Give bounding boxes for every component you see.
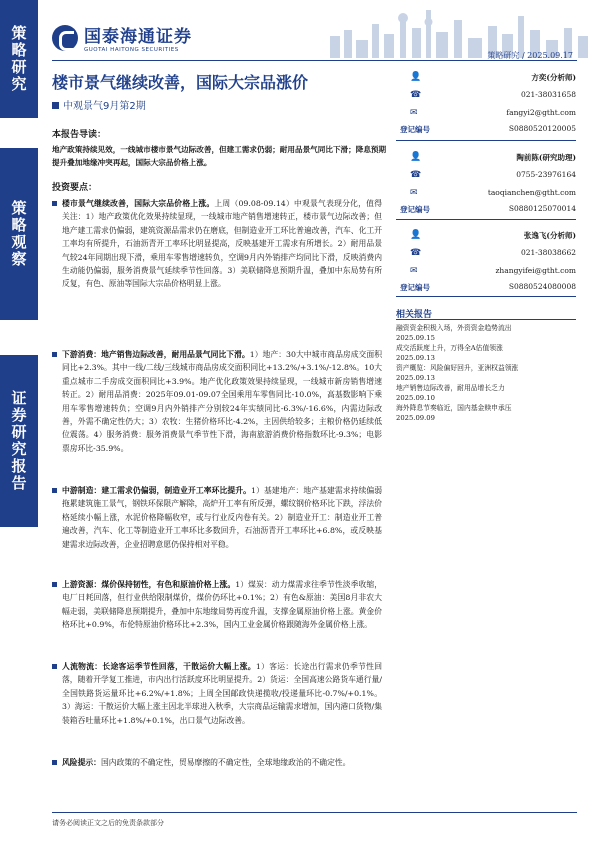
- report-title: 楼市景气继续改善，国际大宗品涨价: [52, 73, 309, 92]
- logo-cn-text: 国泰海通证券: [84, 27, 192, 47]
- point-item: [62, 484, 382, 551]
- related-report-item[interactable]: [396, 343, 576, 363]
- point-item: [62, 348, 382, 455]
- bullet-square-icon: [52, 582, 57, 587]
- subtitle-text: 中观景气9月第2期: [63, 101, 146, 112]
- analyst-email: taoqianchen@gtht.com: [487, 188, 576, 197]
- point-item: [62, 660, 382, 727]
- analyst-email: fangyi2@gtht.com: [506, 108, 576, 117]
- side-tab-securities-report: 证券研究报告: [0, 355, 38, 527]
- point-lead: 楼市景气继续改善，国际大宗品价格上涨。: [62, 199, 215, 208]
- related-report-item[interactable]: [396, 323, 576, 343]
- point-text: 1）客运：长途出行需求仍季节性回落，随着开学复工推进，市内出行活跃度环比明显提升。2）货运：全国高速公路货车通行量/全国铁路货运量环比+6.2%/+1.8%；上周全国邮政快递揽收/投递量环比-0.7%/+0.1%。3）海运：干散运价大幅上涨主因北半球进入秋季，大宗商品运输需求增加，国内港口货物/集装箱吞吐量环比+1.8%/+0.1%，出口景气边际改善。: [62, 662, 383, 725]
- point-text: 国内政策的不确定性，贸易摩擦的不确定性，全球地缘政治的不确定性。: [100, 758, 351, 767]
- point-lead: 风险提示：: [62, 758, 101, 767]
- phone-icon: ☎: [410, 170, 422, 180]
- person-icon: 👤: [410, 152, 422, 162]
- analyst-cert: S0880524080008: [508, 282, 576, 291]
- cert-label: 登记编号: [400, 205, 430, 214]
- related-divider: [396, 319, 576, 320]
- point-text: 1）地产：30大中城市商品房成交面积同比+2.3%。其中一线/二线/三线城市商品房成交面积同比+13.2%/+3.1%/-12.8%。10大重点城市二手房成交面积同比+3.9%。地产优化政策效果持续显现，一线城市新房销售增速转正。2）耐用品消费：2025年09.01-09.07全国乘用车零售同比-10.0%，高基数影响下乘用车零售增速转负；空调9月内外销排产分别较24年实绩同比-6.3%/-16.6%，内需边际改善，外需不确定性仍大；3）农牧：生猪价格环比-4.2%，主因供给较多；主粮价格仍延续低位震荡。4）服务消费：服务消费景气季节性下滑，海南旅游消费价格指数环比-9.3%；电影票房环比-35.9%。: [62, 350, 382, 453]
- point-item: [62, 578, 382, 632]
- analyst-name: 陶前陈(研究助理): [516, 153, 576, 162]
- analyst-phone: 0755-23976164: [516, 170, 576, 179]
- analyst-phone: 021-38038662: [520, 248, 576, 257]
- report-subtitle: [52, 97, 146, 112]
- cert-label: 登记编号: [400, 125, 430, 134]
- bullet-square-icon: [52, 352, 57, 357]
- bullet-square-icon: [52, 760, 57, 765]
- related-report-date: 2025.09.13: [396, 374, 435, 382]
- related-report-date: 2025.09.09: [396, 414, 435, 422]
- footer-disclaimer: 请务必阅读正文之后的免责条款部分: [52, 819, 164, 827]
- side-tab-strategy-observation: 策略观察: [0, 148, 38, 320]
- related-report-title: 资产概览：风险偏好回升，亚洲权益领涨: [396, 364, 519, 372]
- point-lead: 下游消费：地产销售边际改善，耐用品景气同比下滑。: [62, 350, 250, 359]
- person-icon: 👤: [410, 72, 422, 82]
- related-report-title: 融资资金积极入场，外资资金趋势流出: [396, 324, 512, 332]
- analyst-name: 张逸飞(分析师): [523, 231, 576, 240]
- analyst-email: zhangyifei@gtht.com: [495, 266, 576, 275]
- guide-body: 地产政策持续见效，一线城市楼市景气边际改善，但建工需求仍弱；耐用品景气同比下滑；降息预期提升叠加地缘冲突再起，国际大宗品价格上涨。: [52, 145, 387, 167]
- related-report-item[interactable]: [396, 403, 576, 423]
- email-icon: ✉: [410, 266, 418, 276]
- logo-mark-icon: [52, 25, 78, 51]
- point-lead: 人流物流：长途客运季节性回落，干散运价大幅上涨。: [62, 662, 256, 671]
- points-heading: 投资要点：: [52, 183, 98, 193]
- email-icon: ✉: [410, 188, 418, 198]
- footer-divider: [52, 812, 577, 813]
- phone-icon: ☎: [410, 90, 422, 100]
- related-report-title: 成交活跃度上升，万得全A估值领涨: [396, 344, 503, 352]
- related-report-date: 2025.09.15: [396, 334, 435, 342]
- company-logo: [52, 22, 192, 53]
- bullet-square-icon: [52, 488, 57, 493]
- header-divider: [52, 60, 577, 61]
- related-report-date: 2025.09.10: [396, 394, 435, 402]
- analyst-cert: S0880125070014: [508, 204, 576, 213]
- point-lead: 中游制造：建工需求仍偏弱，制造业开工率环比提升。: [62, 486, 252, 495]
- header-meta: 策略研究 / 2025.09.17: [487, 51, 573, 60]
- related-report-item[interactable]: [396, 363, 576, 383]
- side-tab-strategy-research: 策略研究: [0, 0, 38, 118]
- logo-en-text: GUOTAI HAITONG SECURITIES: [84, 47, 179, 53]
- point-lead: 上游资源：煤价保持韧性，有色和原油价格上涨。: [62, 580, 236, 589]
- related-report-title: 海外降息节奏临近，国内基金赎申承压: [396, 404, 512, 412]
- analyst-divider: [396, 296, 576, 297]
- email-icon: ✉: [410, 108, 418, 118]
- analyst-divider: [396, 219, 576, 220]
- bullet-square-icon: [52, 201, 57, 206]
- related-report-date: 2025.09.13: [396, 354, 435, 362]
- related-report-title: 地产销售边际改善，耐用品增长乏力: [396, 384, 505, 392]
- point-text: 上周（09.08-09.14）中观景气表现分化，值得关注：1）地产政策优化效果持续显现，一线城市地产销售增速转正，楼市景气边际改善；但地产建工需求仍偏弱，建筑资源品需求仍在磨底，但制造业开工环比普遍改善，汽车、化工开工率均有所提升，石油沥青开工率环比明显提高，反映基建开工需求有所增长。2）耐用品景气较24年同期出现下滑，乘用车零售增速转负，空调9月内外销排产均同比下滑，反映消费内生动能仍偏弱，服务消费景气延续季节性回落。3）美联储降息预期升温，叠加中东局势有所反复，有色、原油等国际大宗品价格明显上涨。: [62, 199, 382, 289]
- point-text: 1）煤炭：动力煤需求往季节性淡季收缩，电厂日耗回落，但行业供给限制煤价，煤价仍环比+0.1%；2）有色&原油：美国8月非农大幅走弱，美联储降息预期提升，叠加中东地缘局势再度升温，支撑金属原油价格上涨。黄金价格环比+0.9%，布伦特原油价格环比+2.3%，国内工业金属价格跟随海外金属价格上涨。: [62, 580, 382, 630]
- guide-heading: 本报告导读：: [52, 130, 107, 140]
- person-icon: 👤: [410, 230, 422, 240]
- analyst-name: 方奕(分析师): [531, 73, 576, 82]
- related-reports-heading: 相关报告: [396, 310, 433, 320]
- point-item: [62, 197, 382, 291]
- bullet-square-icon: [52, 664, 57, 669]
- cert-label: 登记编号: [400, 283, 430, 292]
- analyst-cert: S0880520120005: [508, 124, 576, 133]
- point-item: [62, 756, 382, 769]
- point-text: 1）基建地产：地产基建需求持续偏弱拖累建筑施工景气，钢铁环保限产解除，高炉开工率有所反弹，螺纹钢价格环比下跌，浮法价格延续小幅上涨，水泥价格降幅收窄，或与行业反内卷有关。2）制造业开工：制造业开工普遍改善，汽车、化工等制造业开工率环比多数回升，石油沥青开工率环比+6.8%，或反映基建需求边际改善，企业招聘意愿仍保持相对平稳。: [62, 486, 383, 549]
- analyst-divider: [396, 140, 576, 141]
- analyst-phone: 021-38031658: [520, 90, 576, 99]
- phone-icon: ☎: [410, 248, 422, 258]
- subtitle-square-icon: [52, 102, 59, 109]
- related-report-item[interactable]: [396, 383, 576, 403]
